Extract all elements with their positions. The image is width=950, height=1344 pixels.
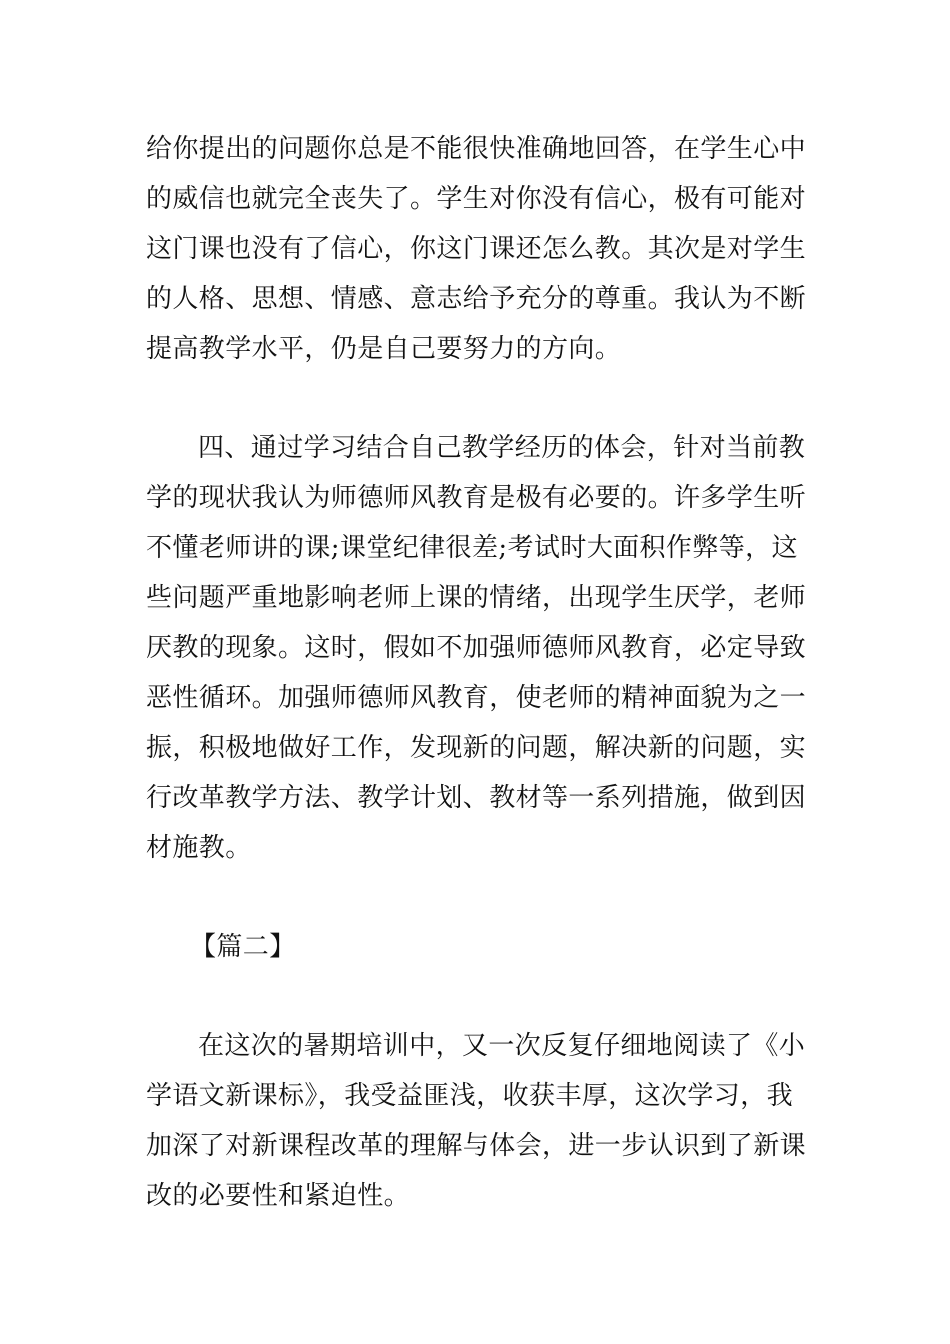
text-line: 厌教的现象。这时，假如不加强师德师风教育，必定导致 xyxy=(146,633,807,663)
text-line: 四、通过学习结合自己教学经历的体会，针对当前教 xyxy=(198,433,806,463)
text-line: 加深了对新课程改革的理解与体会，进一步认识到了新课 xyxy=(146,1131,807,1161)
text-line: 恶性循环。加强师德师风教育，使老师的精神面貌为之一 xyxy=(146,683,807,713)
text-line: 材施教。 xyxy=(146,833,252,863)
text-line: 在这次的暑期培训中，又一次反复仔细地阅读了《小 xyxy=(198,1031,806,1061)
text-line: 的威信也就完全丧失了。学生对你没有信心，极有可能对 xyxy=(146,184,807,214)
text-line: 不懂老师讲的课;课堂纪律很差;考试时大面积作弊等，这 xyxy=(146,533,798,563)
text-line: 学的现状我认为师德师风教育是极有必要的。许多学生听 xyxy=(146,483,807,513)
text-line: 的人格、思想、情感、意志给予充分的尊重。我认为不断 xyxy=(146,284,807,314)
text-line: 些问题严重地影响老师上课的情绪，出现学生厌学，老师 xyxy=(146,583,807,613)
text-line: 学语文新课标》，我受益匪浅，收获丰厚，这次学习，我 xyxy=(146,1081,794,1111)
text-line: 这门课也没有了信心，你这门课还怎么教。其次是对学生 xyxy=(146,234,807,264)
text-line: 行改革教学方法、教学计划、教材等一系列措施，做到因 xyxy=(146,783,807,813)
text-line: 提高教学水平，仍是自己要努力的方向。 xyxy=(146,334,622,364)
text-line: 振，积极地做好工作，发现新的问题，解决新的问题，实 xyxy=(146,733,807,763)
text-line: 给你提出的问题你总是不能很快准确地回答，在学生心中 xyxy=(146,134,807,164)
section-heading: 【篇二】 xyxy=(190,932,296,962)
text-line: 改的必要性和紧迫性。 xyxy=(146,1181,411,1211)
